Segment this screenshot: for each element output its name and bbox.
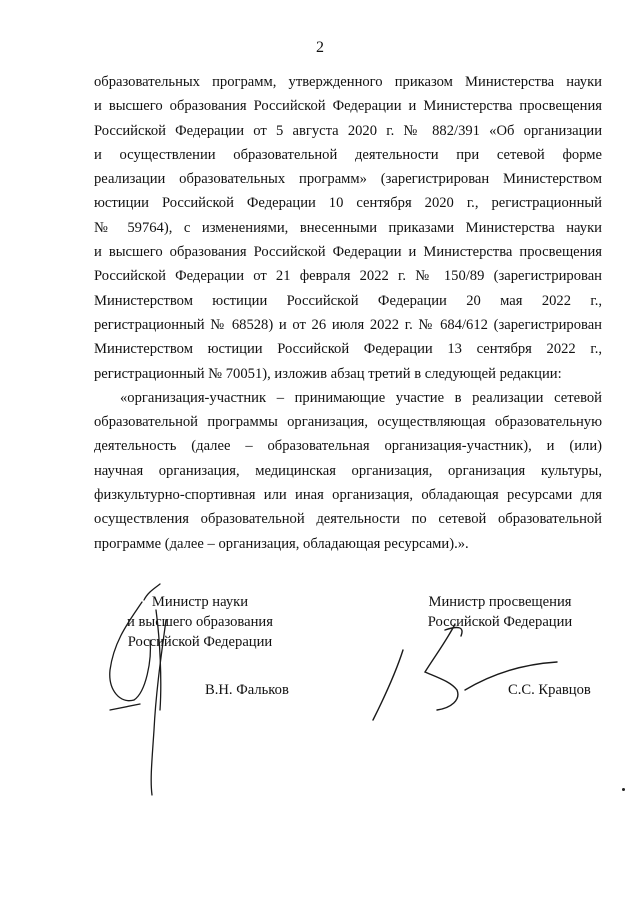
text-line: «организация-участник – принимающие участие в реализации сетевой (120, 389, 602, 406)
signatory-left-name: В.Н. Фальков (205, 682, 289, 698)
text-line: регистрационный № 70051), изложив абзац третий в следующей редакции: (94, 365, 562, 382)
text-line: Министерством юстиции Российской Федерации 13 сентября 2022 г., (94, 341, 602, 358)
text-line: регистрационный № 68528) и от 26 июля 2022 г. № 684/612 (зарегистрирован (94, 316, 602, 333)
text-line: образовательной программы организация, осуществляющая образовательную (94, 414, 602, 431)
text-line: и высшего образования Российской Федерации и Министерства просвещения (94, 244, 602, 261)
title-line: Министр науки (151, 594, 249, 610)
text-line: и осуществлении образовательной деятельности при сетевой форме (94, 146, 602, 163)
handwritten-signature-left (100, 580, 200, 800)
title-line: и высшего образования (127, 614, 273, 630)
signatory-right-name: С.С. Кравцов (508, 682, 591, 698)
title-line: Российской Федерации (127, 634, 273, 650)
text-line: и высшего образования Российской Федерации и Министерства просвещения (94, 98, 602, 115)
text-line: юстиции Российской Федерации 10 сентября 2020 г., регистрационный (94, 195, 602, 212)
text-line: Российской Федерации от 5 августа 2020 г. № 882/391 «Об организации (94, 122, 602, 139)
text-line: осуществления образовательной деятельности по сетевой образовательной (94, 511, 602, 528)
text-line: Министерством юстиции Российской Федерации 20 мая 2022 г., (94, 292, 602, 309)
text-line: научная организация, медицинская организация, организация культуры, (94, 462, 602, 479)
page-number: 2 (316, 39, 324, 56)
text-line: реализации образовательных программ» (зарегистрирован Министерством (94, 171, 602, 188)
title-line: Российской Федерации (427, 614, 573, 630)
handwritten-signature-right (365, 620, 565, 730)
text-line: Российской Федерации от 21 февраля 2022 г. № 150/89 (зарегистрирован (94, 268, 602, 285)
text-line: физкультурно-спортивная или иная организация, обладающая ресурсами для (94, 487, 602, 504)
document-body (94, 70, 602, 556)
text-line: деятельность (далее – образовательная организация-участник), и (или) (94, 438, 602, 455)
text-line: образовательных программ, утвержденного приказом Министерства науки (94, 74, 602, 90)
text-line: № 59764), с изменениями, внесенными приказами Министерства науки (94, 219, 602, 236)
scan-speck (622, 788, 625, 791)
title-line: Министр просвещения (428, 594, 572, 610)
text-line: программе (далее – организация, обладающая ресурсами).». (94, 535, 469, 552)
